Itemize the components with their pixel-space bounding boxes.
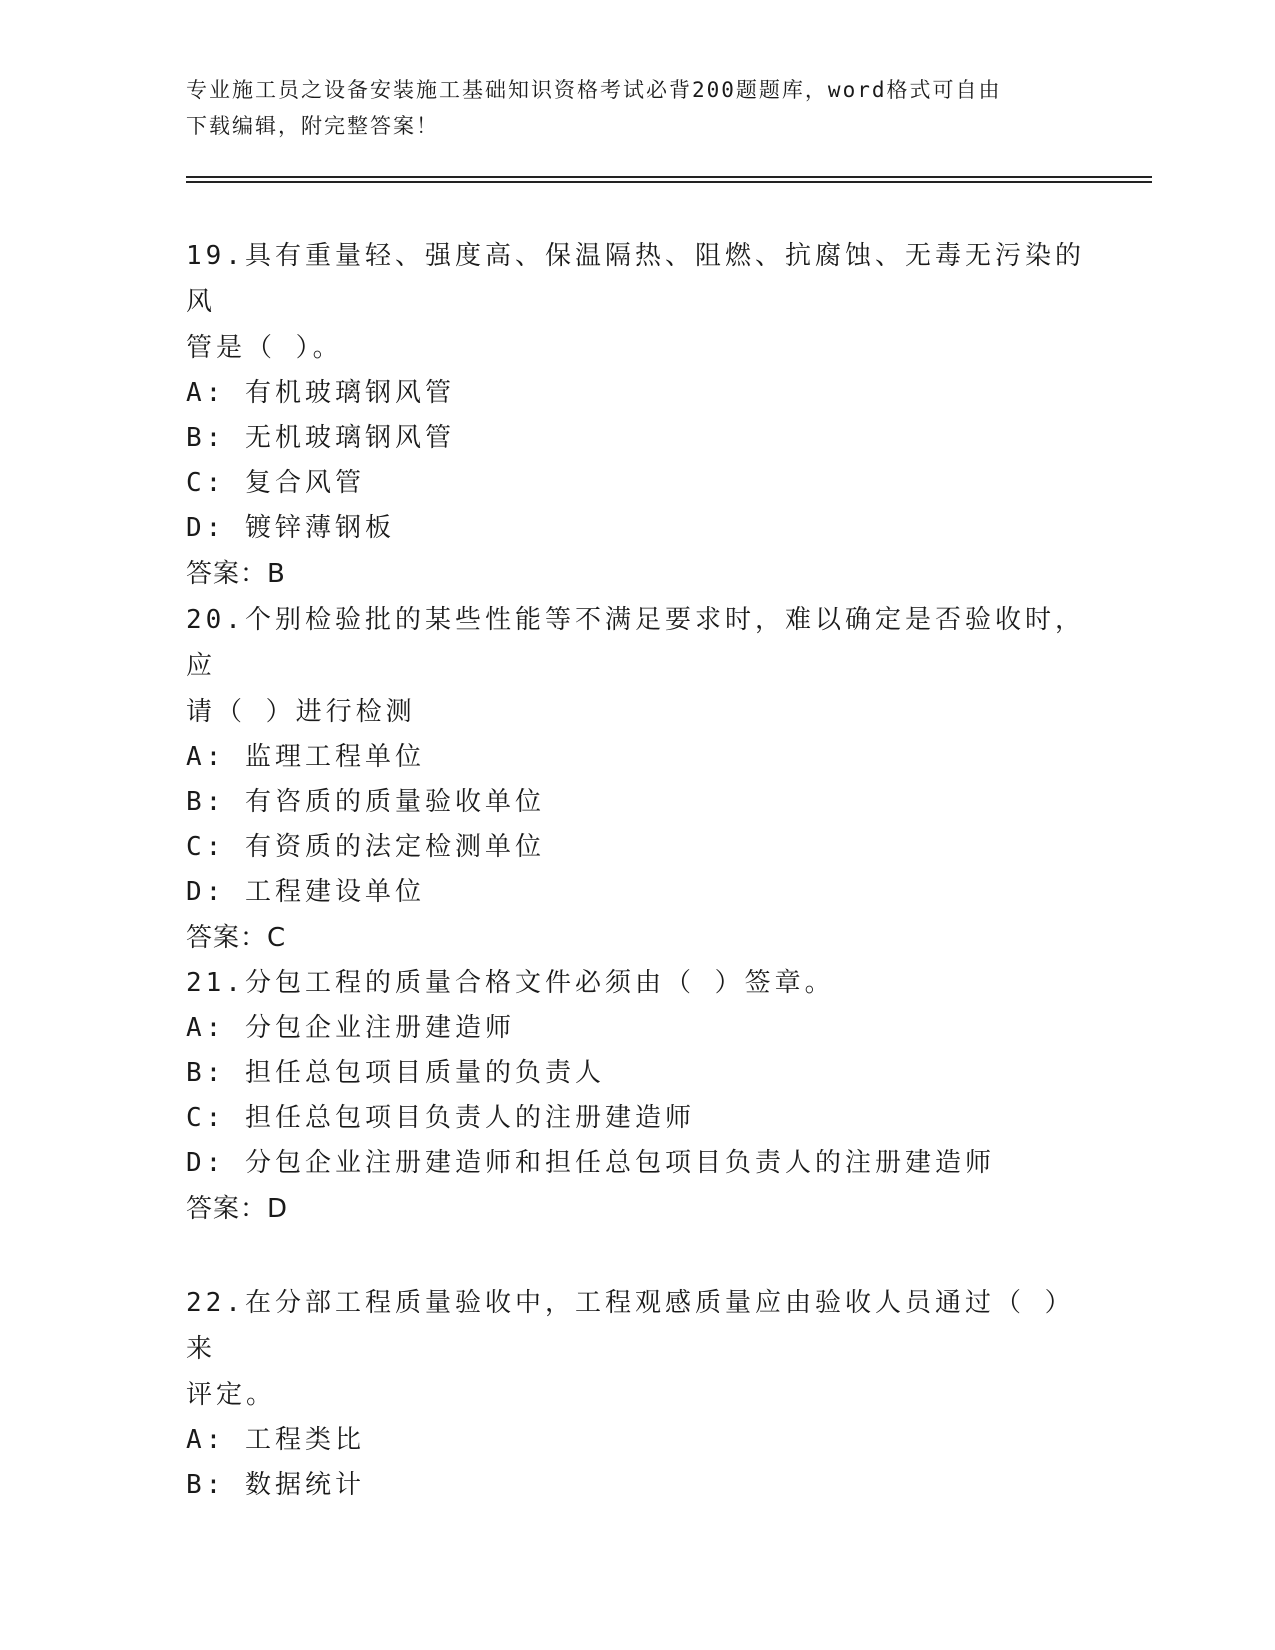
- header-line-1: 专业施工员之设备安装施工基础知识资格考试必背200题题库，word格式可自由: [186, 78, 1002, 102]
- question-stem-line-2: 管是（ ）。: [186, 333, 343, 363]
- option-d: D: 镀锌薄钢板: [186, 513, 395, 543]
- answer: 答案：C: [186, 923, 287, 953]
- option-a: A: 监理工程单位: [186, 742, 425, 772]
- option-d: D: 分包企业注册建造师和担任总包项目负责人的注册建造师: [186, 1148, 995, 1178]
- option-a: A: 分包企业注册建造师: [186, 1013, 515, 1043]
- document-header: [186, 72, 1086, 144]
- question-stem-line-1: 19.具有重量轻、强度高、保温隔热、阻燃、抗腐蚀、无毒无污染的风: [186, 241, 1085, 317]
- answer: 答案：D: [186, 1194, 289, 1224]
- answer: 答案：B: [186, 559, 286, 589]
- header-divider-top: [186, 176, 1152, 178]
- option-c: C: 复合风管: [186, 468, 365, 498]
- option-b: B: 担任总包项目质量的负责人: [186, 1058, 605, 1088]
- option-b: B: 无机玻璃钢风管: [186, 423, 455, 453]
- option-a: A: 有机玻璃钢风管: [186, 378, 455, 408]
- question-19: [186, 233, 1086, 597]
- question-stem-line-2: 请（ ）进行检测: [186, 697, 416, 727]
- header-divider-bottom: [186, 181, 1152, 183]
- option-a: A: 工程类比: [186, 1425, 365, 1455]
- option-d: D: 工程建设单位: [186, 877, 425, 907]
- question-stem-line-2: 评定。: [186, 1380, 277, 1410]
- question-22: [186, 1280, 1086, 1508]
- question-20: [186, 597, 1086, 961]
- question-stem-line-1: 21.分包工程的质量合格文件必须由（ ）签章。: [186, 968, 835, 998]
- header-line-2: 下载编辑，附完整答案！: [186, 114, 439, 138]
- option-b: B: 有咨质的质量验收单位: [186, 787, 545, 817]
- option-c: C: 有资质的法定检测单位: [186, 832, 545, 862]
- option-b: B: 数据统计: [186, 1470, 365, 1500]
- question-21: [186, 960, 1086, 1232]
- option-c: C: 担任总包项目负责人的注册建造师: [186, 1103, 695, 1133]
- question-stem-line-1: 20.个别检验批的某些性能等不满足要求时，难以确定是否验收时，应: [186, 605, 1085, 681]
- question-stem-line-1: 22.在分部工程质量验收中，工程观感质量应由验收人员通过（ ）来: [186, 1288, 1075, 1364]
